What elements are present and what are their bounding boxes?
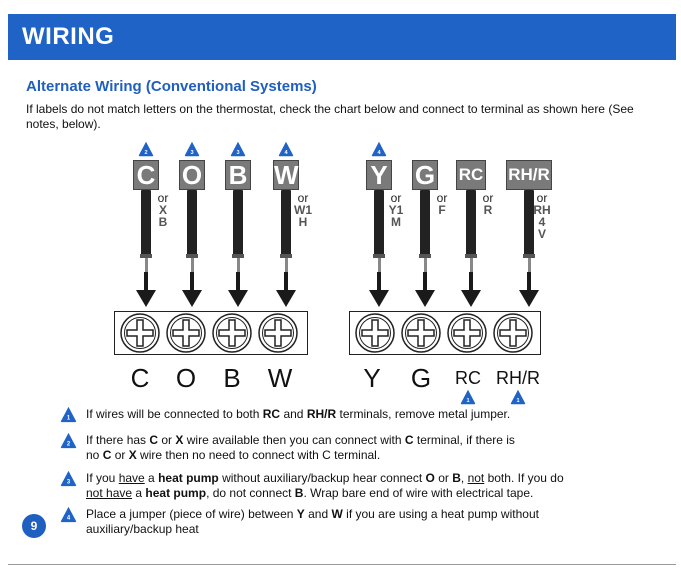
terminal-note-marker xyxy=(510,389,526,405)
alternate-label: R xyxy=(483,203,493,217)
bold-text: C xyxy=(102,448,112,462)
or-text: or xyxy=(482,191,494,205)
wire-alternate-labels xyxy=(531,192,553,240)
terminal-label: B xyxy=(223,363,241,393)
bold-text: C xyxy=(149,433,159,447)
intro-text: If labels do not match letters on the thermostat, check the chart below and connect to terminal as shown here (See notes, below). xyxy=(26,102,634,131)
note-3 xyxy=(86,471,646,501)
note-text: , xyxy=(460,471,468,485)
bold-text: B xyxy=(294,486,304,500)
wire-label: G xyxy=(414,160,436,190)
screw-terminal-icon xyxy=(165,312,207,354)
bold-text: RH/R xyxy=(306,407,337,421)
wire-body xyxy=(187,190,197,256)
bold-text: heat pump xyxy=(158,471,219,485)
or-text: or xyxy=(157,191,169,205)
note-number-text: 4 xyxy=(377,149,381,156)
note-text: if you are using a heat pump without xyxy=(342,507,539,521)
alternate-label: X xyxy=(158,203,167,217)
underlined-text: not have xyxy=(86,486,133,500)
terminal-label: G xyxy=(410,363,432,393)
wire-label: B xyxy=(228,160,248,190)
wire-label: C xyxy=(136,160,156,190)
screw-terminal-icon xyxy=(354,312,396,354)
wire-body xyxy=(374,190,384,256)
note-text: without auxiliary/backup hear connect xyxy=(218,471,426,485)
screw-terminal-icon xyxy=(446,312,488,354)
note-text: and xyxy=(304,507,332,521)
note-text: wire available then you can connect with xyxy=(183,433,405,447)
terminal-label: W xyxy=(267,363,293,393)
screw-terminal-icon xyxy=(211,312,253,354)
note-number-text: 3 xyxy=(66,479,71,486)
bold-text: X xyxy=(175,433,184,447)
wire-alternate-labels xyxy=(477,192,499,216)
alternate-label: 4 xyxy=(538,215,546,229)
or-text: or xyxy=(390,191,402,205)
wire-note-marker xyxy=(138,141,154,157)
wire-bare-end xyxy=(528,258,531,272)
down-arrow-icon xyxy=(181,272,203,308)
note-text: a xyxy=(144,471,159,485)
down-arrow-icon xyxy=(368,272,390,308)
wire-label-box xyxy=(366,160,392,190)
wire-label-box xyxy=(273,160,299,190)
down-arrow-icon xyxy=(414,272,436,308)
note-text: wire then no need to connect with C terminal. xyxy=(136,448,381,462)
alternate-label: RH xyxy=(533,203,551,217)
wire-label-box xyxy=(456,160,486,190)
note-text: . Wrap bare end of wire with electrical tape. xyxy=(303,486,534,500)
note-text: , do not connect xyxy=(206,486,295,500)
bold-text: W xyxy=(331,507,343,521)
bold-text: O xyxy=(425,471,435,485)
note-number-text: 1 xyxy=(516,397,520,404)
down-arrow-icon xyxy=(518,272,540,308)
down-arrow-icon xyxy=(460,272,482,308)
terminal-label: RH/R xyxy=(496,368,540,388)
wire-bare-end xyxy=(285,258,288,272)
alternate-label: W1 xyxy=(294,203,312,217)
terminal-note-marker xyxy=(460,389,476,405)
wire-alternate-labels xyxy=(385,192,407,228)
down-arrow-icon xyxy=(227,272,249,308)
alternate-label: M xyxy=(391,215,401,229)
wire-label: O xyxy=(181,160,203,190)
note-text: If wires will be connected to both xyxy=(86,407,263,421)
terminal-label: Y xyxy=(363,363,381,393)
wire-body xyxy=(420,190,430,256)
or-text: or xyxy=(297,191,309,205)
note-marker-3 xyxy=(60,470,77,487)
note-number-text: 1 xyxy=(66,415,71,422)
wire-label: Y xyxy=(370,160,388,190)
bold-text: RC xyxy=(262,407,281,421)
wire-note-marker xyxy=(371,141,387,157)
wire-label-box xyxy=(506,160,552,190)
or-text: or xyxy=(436,191,448,205)
bold-text: X xyxy=(128,448,137,462)
screw-terminal-icon xyxy=(492,312,534,354)
down-arrow-icon xyxy=(135,272,157,308)
note-number-text: 4 xyxy=(284,149,288,156)
header-title: WIRING xyxy=(22,23,115,50)
note-text: Place a jumper (piece of wire) between xyxy=(86,507,297,521)
bold-text: B xyxy=(452,471,461,485)
wire-bare-end xyxy=(237,258,240,272)
note-text: or xyxy=(434,471,453,485)
note-2 xyxy=(86,433,646,463)
wire-note-marker xyxy=(230,141,246,157)
wire-body xyxy=(466,190,476,256)
note-marker-1 xyxy=(60,406,77,423)
wire-label: RH/R xyxy=(508,165,550,184)
note-marker-4 xyxy=(60,506,77,523)
wire-bare-end xyxy=(145,258,148,272)
note-number-text: 2 xyxy=(144,149,148,156)
down-arrow-icon xyxy=(275,272,297,308)
wire-body xyxy=(141,190,151,256)
note-text: a xyxy=(132,486,146,500)
alternate-label: F xyxy=(438,203,446,217)
note-number-text: 1 xyxy=(466,397,470,404)
bold-text: C xyxy=(404,433,414,447)
screw-terminal-icon xyxy=(400,312,442,354)
note-number-text: 4 xyxy=(66,515,71,522)
note-number-text: 3 xyxy=(236,149,240,156)
bold-text: heat pump xyxy=(145,486,207,500)
wire-note-marker xyxy=(278,141,294,157)
note-4 xyxy=(86,507,646,537)
page-number: 9 xyxy=(22,514,46,538)
alternate-label: H xyxy=(298,215,308,229)
wire-bare-end xyxy=(470,258,473,272)
terminal-label: O xyxy=(175,363,197,393)
wire-bare-end xyxy=(378,258,381,272)
section-title: Alternate Wiring (Conventional Systems) xyxy=(26,78,317,95)
bold-text: Y xyxy=(296,507,305,521)
note-text: If you xyxy=(86,471,119,485)
wire-alternate-labels xyxy=(152,192,174,228)
wire-bare-end xyxy=(191,258,194,272)
note-1 xyxy=(86,407,646,422)
wire-body xyxy=(281,190,291,256)
wire-body xyxy=(233,190,243,256)
screw-terminal-icon xyxy=(257,312,299,354)
note-text: both. If you do xyxy=(484,471,564,485)
note-number-text: 2 xyxy=(66,441,71,448)
alternate-label: Y1 xyxy=(388,203,404,217)
wire-label-box xyxy=(412,160,438,190)
underlined-text: have xyxy=(118,471,145,485)
or-text: or xyxy=(536,191,548,205)
wire-note-marker xyxy=(184,141,200,157)
header-bar xyxy=(8,14,676,60)
wire-alternate-labels xyxy=(431,192,453,216)
terminal-label: RC xyxy=(455,368,481,388)
note-text: no xyxy=(86,448,103,462)
wire-label-box xyxy=(133,160,159,190)
note-text: or xyxy=(111,448,129,462)
note-number-text: 3 xyxy=(190,149,194,156)
wire-label: W xyxy=(274,160,299,190)
screw-terminal-icon xyxy=(119,312,161,354)
wire-label: RC xyxy=(458,165,484,184)
alternate-label: B xyxy=(158,215,168,229)
bottom-divider xyxy=(8,564,676,565)
wire-label-box xyxy=(225,160,251,190)
note-text: auxiliary/backup heat xyxy=(86,522,199,536)
note-text: or xyxy=(158,433,176,447)
note-text: If there has xyxy=(86,433,150,447)
underlined-text: not xyxy=(467,471,485,485)
note-marker-2 xyxy=(60,432,77,449)
note-text: and xyxy=(280,407,307,421)
note-text: terminal, if there is xyxy=(413,433,515,447)
wire-alternate-labels xyxy=(292,192,314,228)
wire-bare-end xyxy=(424,258,427,272)
terminal-label: C xyxy=(130,363,150,393)
note-text: terminals, remove metal jumper. xyxy=(336,407,511,421)
alternate-label: V xyxy=(537,227,546,241)
wire-label-box xyxy=(179,160,205,190)
